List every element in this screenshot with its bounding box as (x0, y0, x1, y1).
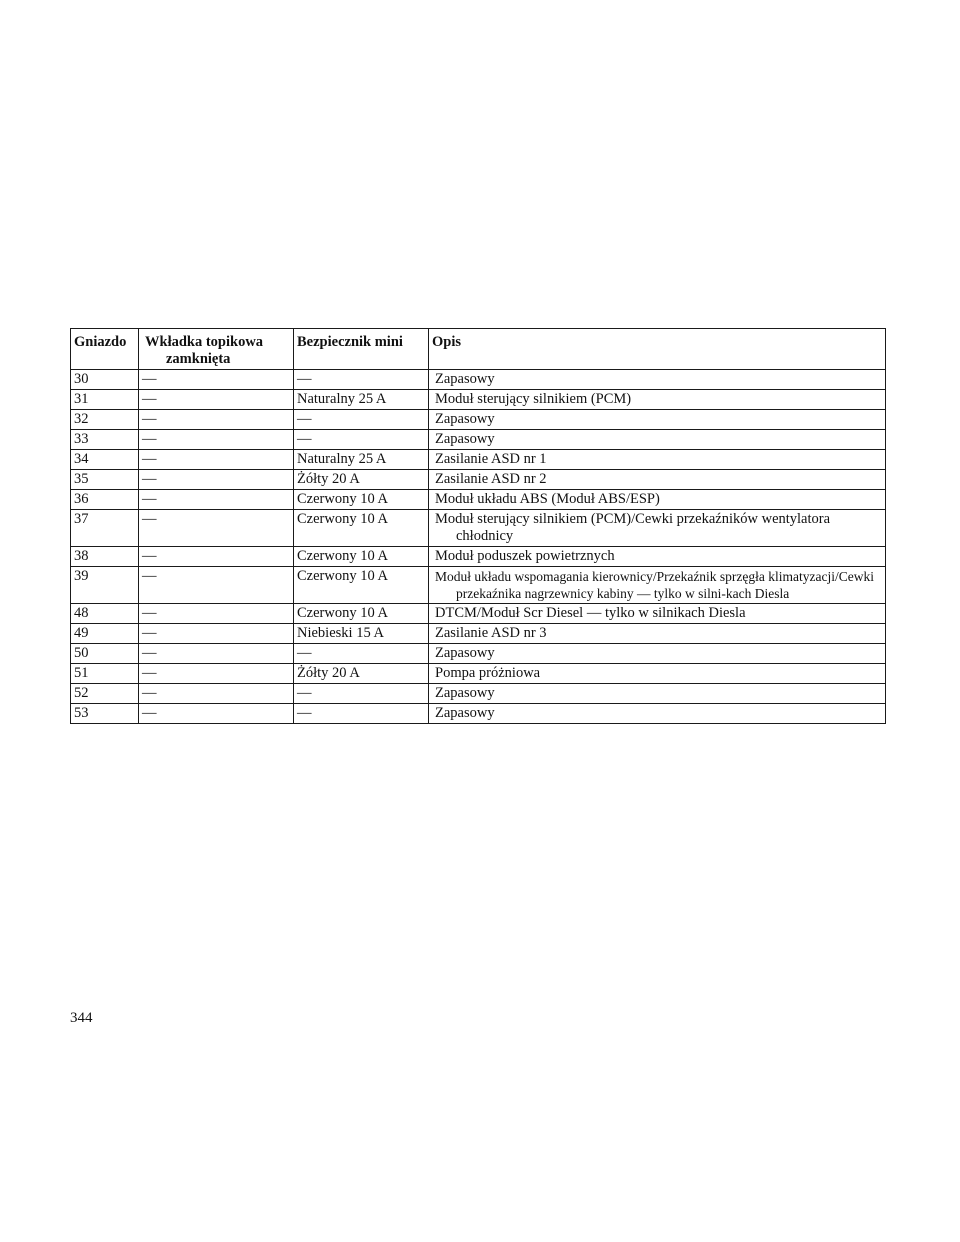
cell-description (429, 470, 886, 490)
cell-mini-fuse: Czerwony 10 A (294, 604, 429, 624)
cell-slot: 31 (71, 390, 139, 410)
cell-slot: 39 (71, 567, 139, 604)
cell-description (429, 644, 886, 664)
description-text: Zapasowy (435, 371, 495, 387)
cell-cartridge: — (139, 370, 294, 390)
header-description: Opis (429, 329, 886, 370)
cell-description (429, 567, 886, 604)
cell-cartridge: — (139, 510, 294, 547)
description-text: Moduł poduszek powietrznych (435, 548, 615, 564)
cell-description (429, 390, 886, 410)
cell-description (429, 490, 886, 510)
cell-cartridge: — (139, 644, 294, 664)
cell-slot: 35 (71, 470, 139, 490)
table-row (71, 490, 886, 510)
cell-description (429, 704, 886, 724)
table-row (71, 684, 886, 704)
cell-mini-fuse: Czerwony 10 A (294, 567, 429, 604)
table-row (71, 510, 886, 547)
description-text: Pompa próżniowa (435, 665, 541, 681)
header-cartridge: Wkładka topikowa zamknięta (139, 329, 294, 370)
table-row (71, 390, 886, 410)
table-row (71, 430, 886, 450)
cell-mini-fuse: Czerwony 10 A (294, 490, 429, 510)
cell-cartridge: — (139, 430, 294, 450)
description-text: Zapasowy (435, 431, 495, 447)
cell-mini-fuse: — (294, 684, 429, 704)
description-text: Moduł układu wspomagania kierownicy/Przekaźnik sprzęgła klimatyzacji/Cewki przekaźnika nagrzewnicy kabiny — tylko w silni-kach Diesla (435, 569, 875, 601)
cell-mini-fuse: Żółty 20 A (294, 664, 429, 684)
cell-slot: 36 (71, 490, 139, 510)
description-text: Zasilanie ASD nr 1 (435, 451, 547, 467)
cell-mini-fuse: Naturalny 25 A (294, 390, 429, 410)
cell-mini-fuse: — (294, 410, 429, 430)
header-mini-fuse: Bezpiecznik mini (294, 329, 429, 370)
cell-mini-fuse: Żółty 20 A (294, 470, 429, 490)
cell-description (429, 684, 886, 704)
table-row (71, 450, 886, 470)
description-text: Moduł sterujący silnikiem (PCM)/Cewki przekaźników wentylatora chłodnicy (435, 511, 831, 544)
cell-cartridge: — (139, 470, 294, 490)
cell-cartridge: — (139, 547, 294, 567)
description-text: DTCM/Moduł Scr Diesel — tylko w silnikach Diesla (435, 605, 746, 621)
table-row (71, 470, 886, 490)
cell-cartridge: — (139, 490, 294, 510)
cell-slot: 52 (71, 684, 139, 704)
cell-description (429, 624, 886, 644)
cell-description (429, 510, 886, 547)
description-text: Zapasowy (435, 411, 495, 427)
description-text: Moduł sterujący silnikiem (PCM) (435, 391, 632, 407)
cell-slot: 30 (71, 370, 139, 390)
table-row (71, 567, 886, 604)
cell-description (429, 604, 886, 624)
cell-cartridge: — (139, 604, 294, 624)
table-row (71, 644, 886, 664)
cell-slot: 53 (71, 704, 139, 724)
cell-description (429, 370, 886, 390)
table-row (71, 704, 886, 724)
cell-mini-fuse: — (294, 704, 429, 724)
cell-slot: 37 (71, 510, 139, 547)
cell-description (429, 664, 886, 684)
table-row (71, 370, 886, 390)
cell-cartridge: — (139, 684, 294, 704)
cell-cartridge: — (139, 410, 294, 430)
cell-mini-fuse: Naturalny 25 A (294, 450, 429, 470)
cell-cartridge: — (139, 624, 294, 644)
cell-description (429, 547, 886, 567)
cell-mini-fuse: — (294, 430, 429, 450)
page-number: 344 (70, 1010, 93, 1026)
table-row (71, 604, 886, 624)
cell-description (429, 430, 886, 450)
cell-mini-fuse: Niebieski 15 A (294, 624, 429, 644)
table-row (71, 664, 886, 684)
cell-slot: 38 (71, 547, 139, 567)
table-row (71, 410, 886, 430)
cell-slot: 49 (71, 624, 139, 644)
cell-description (429, 450, 886, 470)
cell-cartridge: — (139, 450, 294, 470)
cell-slot: 34 (71, 450, 139, 470)
table-body (71, 370, 886, 724)
header-slot: Gniazdo (71, 329, 139, 370)
cell-cartridge: — (139, 664, 294, 684)
cell-slot: 32 (71, 410, 139, 430)
cell-mini-fuse: Czerwony 10 A (294, 547, 429, 567)
description-text: Zasilanie ASD nr 2 (435, 471, 547, 487)
cell-mini-fuse: Czerwony 10 A (294, 510, 429, 547)
cell-mini-fuse: — (294, 644, 429, 664)
description-text: Zasilanie ASD nr 3 (435, 625, 547, 641)
cell-slot: 50 (71, 644, 139, 664)
description-text: Zapasowy (435, 645, 495, 661)
description-text: Zapasowy (435, 685, 495, 701)
table-row (71, 624, 886, 644)
cell-cartridge: — (139, 567, 294, 604)
cell-cartridge: — (139, 390, 294, 410)
table-header-row (71, 329, 886, 370)
cell-mini-fuse: — (294, 370, 429, 390)
fuse-table (70, 328, 886, 724)
cell-cartridge: — (139, 704, 294, 724)
description-text: Moduł układu ABS (Moduł ABS/ESP) (435, 491, 660, 507)
table-row (71, 547, 886, 567)
cell-slot: 51 (71, 664, 139, 684)
cell-slot: 48 (71, 604, 139, 624)
cell-slot: 33 (71, 430, 139, 450)
description-text: Zapasowy (435, 705, 495, 721)
cell-description (429, 410, 886, 430)
